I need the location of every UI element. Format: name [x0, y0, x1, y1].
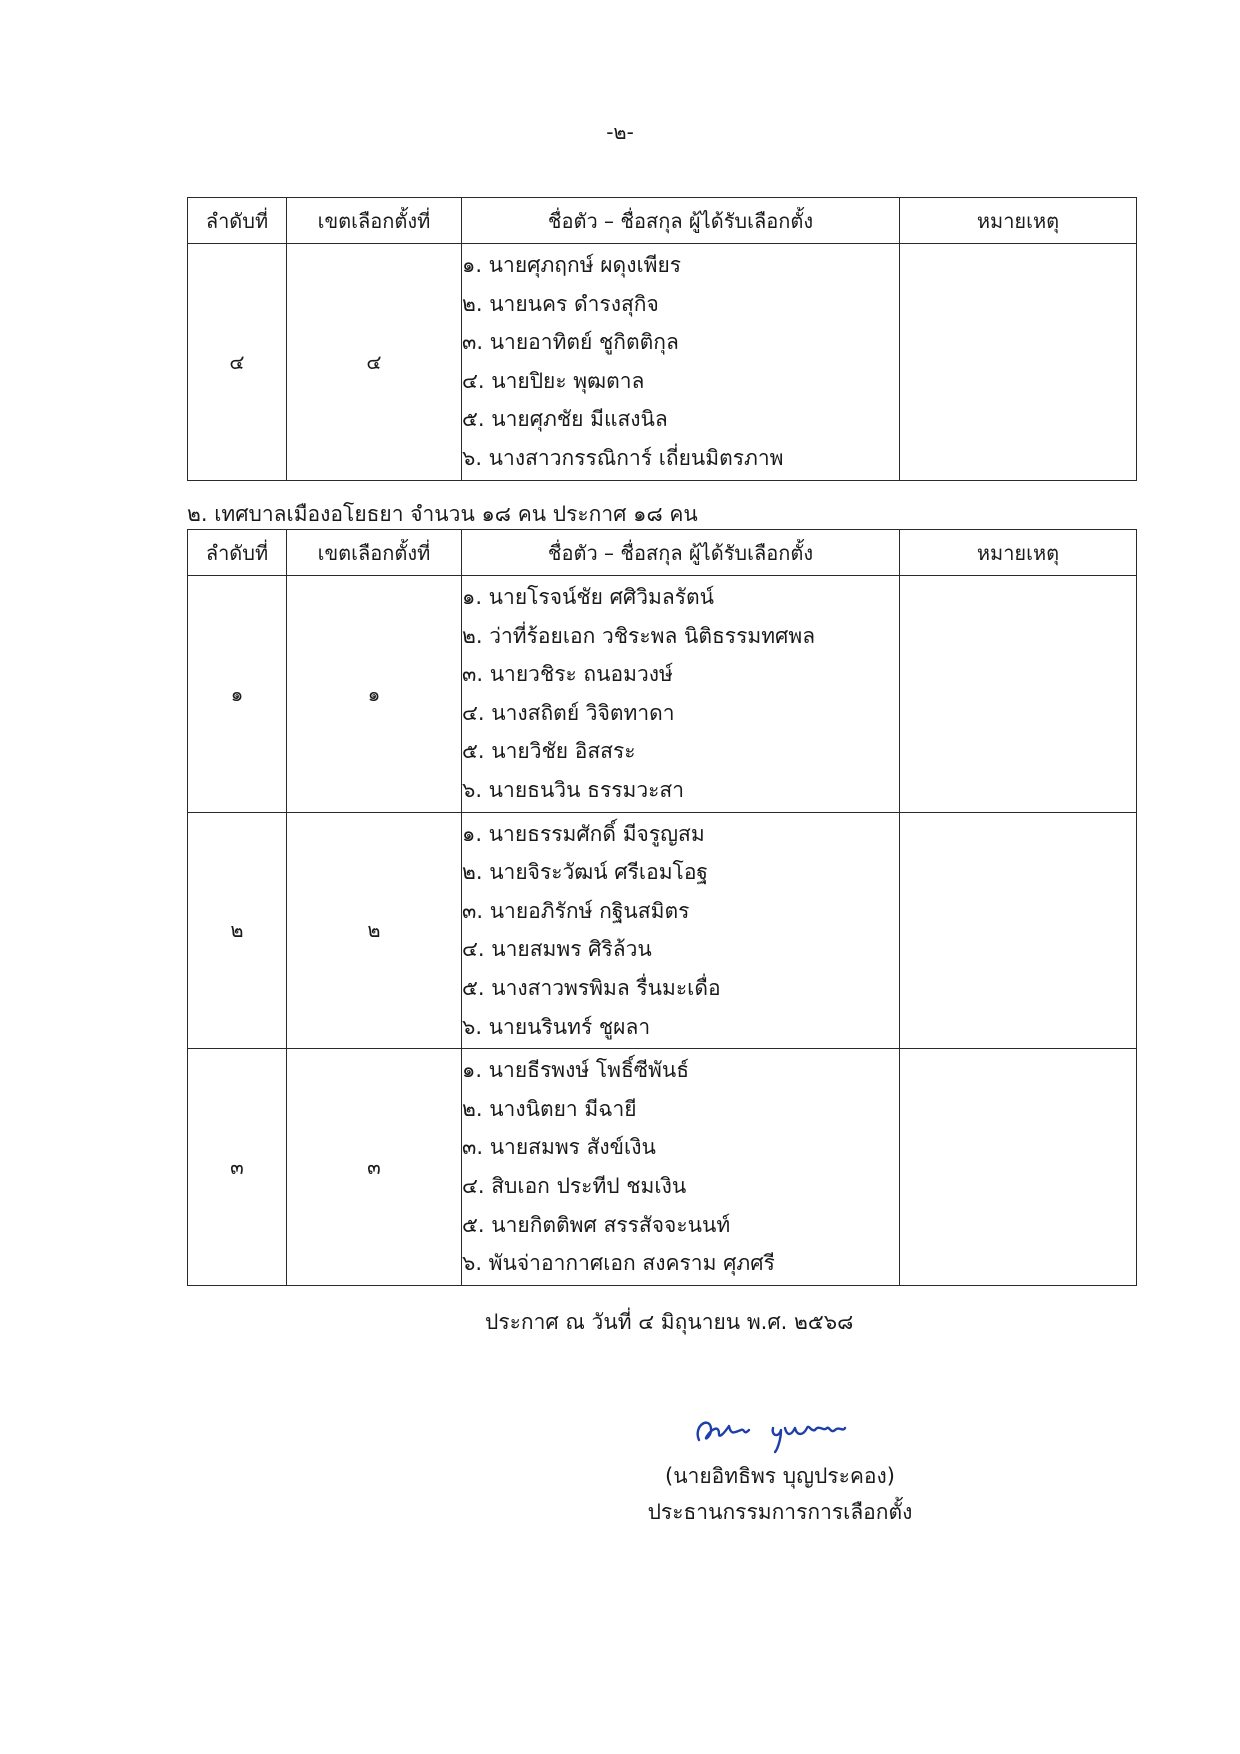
names-cell [462, 1049, 900, 1286]
results-table-2 [187, 529, 1137, 1286]
order-cell: ๓ [188, 1049, 287, 1286]
elected-name: ๓. นายวชิระ ถนอมวงษ์ [462, 662, 673, 687]
elected-name: ๒. นายจิระวัฒน์ ศรีเอมโอฐ [462, 860, 709, 885]
elected-name: ๓. นายอาทิตย์ ชูกิตติกุล [462, 330, 679, 355]
district-cell: ๓ [287, 1049, 462, 1286]
header-order: ลำดับที่ [188, 198, 287, 244]
elected-names-list [462, 813, 899, 1049]
names-cell [462, 812, 900, 1049]
announcement-date: ประกาศ ณ วันที่ ๔ มิถุนายน พ.ศ. ๒๕๖๘ [485, 1310, 854, 1334]
results-table-1 [187, 197, 1137, 481]
signature-stroke [698, 1423, 749, 1440]
elected-name: ๕. นายศุภชัย มีแสงนิล [462, 407, 668, 432]
header-names: ชื่อตัว – ชื่อสกุล ผู้ได้รับเลือกตั้ง [462, 530, 900, 576]
signature-stroke [773, 1427, 845, 1452]
note-cell [900, 1049, 1137, 1286]
header-names: ชื่อตัว – ชื่อสกุล ผู้ได้รับเลือกตั้ง [462, 198, 900, 244]
elected-name: ๑. นายศุภฤกษ์ ผดุงเพียร [462, 253, 682, 277]
elected-names-list [462, 1049, 899, 1285]
order-cell: ๑ [188, 576, 287, 813]
elected-name: ๕. นายวิชัย อิสสระ [462, 739, 636, 764]
table-row [188, 576, 1137, 813]
elected-name: ๔. นางสถิตย์ วิจิตทาดา [462, 700, 675, 725]
elected-name: ๒. นายนคร ดำรงสุกิจ [462, 291, 659, 316]
note-cell [900, 244, 1137, 481]
elected-name: ๕. นายกิตติพศ สรรสัจจะนนท์ [462, 1212, 731, 1237]
page-number: -๒- [606, 120, 634, 144]
table-header-row [188, 198, 1137, 244]
header-note: หมายเหตุ [900, 530, 1137, 576]
district-cell: ๔ [287, 244, 462, 481]
signature [685, 1406, 855, 1456]
elected-name: ๑. นายธรรมศักดิ์ มีจรูญสม [462, 821, 705, 846]
elected-name: ๔. นายปิยะ พุฒตาล [462, 368, 645, 393]
elected-name: ๔. สิบเอก ประทีป ชมเงิน [462, 1173, 687, 1198]
elected-name: ๖. นางสาวกรรณิการ์ เถี่ยนมิตรภาพ [462, 445, 784, 470]
signer-name: (นายอิทธิพร บุญประคอง) [665, 1464, 895, 1488]
table-body [188, 576, 1137, 1286]
elected-name: ๕. นางสาวพรพิมล รื่นมะเดื่อ [462, 975, 721, 1000]
elected-name: ๓. นายอภิรักษ์ กฐินสมิตร [462, 898, 690, 923]
elected-name: ๔. นายสมพร ศิริล้วน [462, 937, 652, 962]
note-cell [900, 812, 1137, 1049]
note-cell [900, 576, 1137, 813]
elected-name: ๖. พันจ่าอากาศเอก สงคราม ศุภศรี [462, 1251, 775, 1276]
header-district: เขตเลือกตั้งที่ [287, 530, 462, 576]
table-row [188, 812, 1137, 1049]
header-order: ลำดับที่ [188, 530, 287, 576]
table-row [188, 244, 1137, 481]
table-body [188, 244, 1137, 481]
section-heading: ๒. เทศบาลเมืองอโยธยา จำนวน ๑๘ คน ประกาศ ๑๘ คน [187, 502, 698, 526]
elected-names-list [462, 244, 899, 480]
elected-name: ๑. นายโรจน์ชัย ศศิวิมลรัตน์ [462, 585, 715, 609]
signer-title: ประธานกรรมการการเลือกตั้ง [647, 1500, 913, 1524]
header-note: หมายเหตุ [900, 198, 1137, 244]
table-row [188, 1049, 1137, 1286]
elected-name: ๒. นางนิตยา มีฉายี [462, 1096, 637, 1121]
header-district: เขตเลือกตั้งที่ [287, 198, 462, 244]
elected-name: ๒. ว่าที่ร้อยเอก วชิระพล นิติธรรมทศพล [462, 623, 816, 648]
names-cell [462, 244, 900, 481]
district-cell: ๒ [287, 812, 462, 1049]
table-header-row [188, 530, 1137, 576]
order-cell: ๒ [188, 812, 287, 1049]
elected-name: ๑. นายธีรพงษ์ โพธิ์ซีพันธ์ [462, 1058, 690, 1083]
elected-name: ๖. นายนรินทร์ ชูผลา [462, 1014, 651, 1039]
order-cell: ๔ [188, 244, 287, 481]
elected-name: ๓. นายสมพร สังข์เงิน [462, 1135, 656, 1160]
district-cell: ๑ [287, 576, 462, 813]
names-cell [462, 576, 900, 813]
elected-name: ๖. นายธนวิน ธรรมวะสา [462, 777, 685, 802]
elected-names-list [462, 576, 899, 812]
